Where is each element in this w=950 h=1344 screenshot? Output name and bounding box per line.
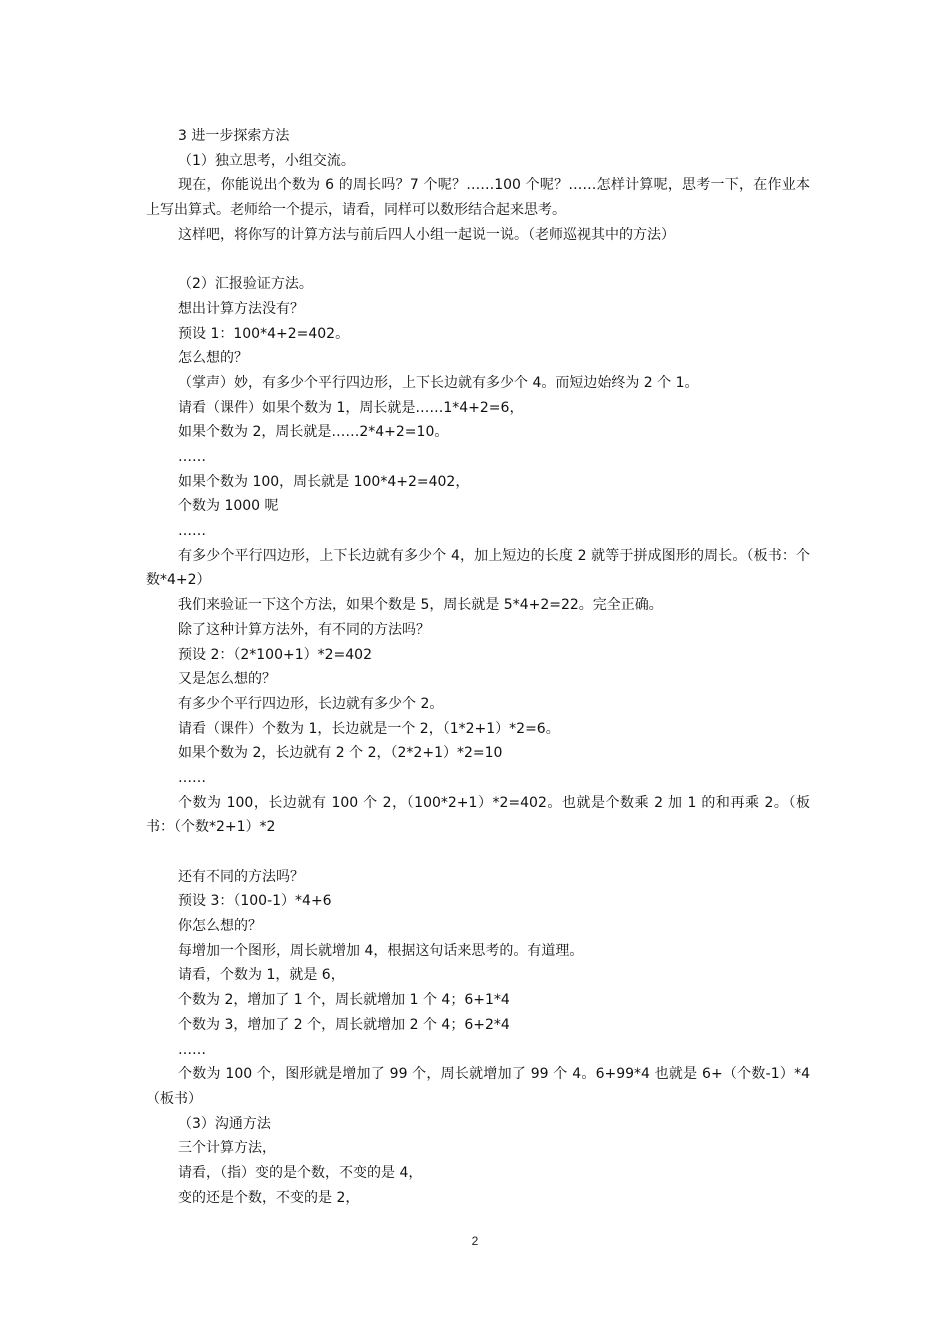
- subsection-heading: （2）汇报验证方法。: [178, 276, 313, 293]
- paragraph: 每增加一个图形，周长就增加 4，根据这句话来思考的。有道理。: [178, 942, 584, 959]
- paragraph: 个数为 3，增加了 2 个，周长就增加 2 个 4；6+2*4: [178, 1016, 510, 1033]
- paragraph: 除了这种计算方法外，有不同的方法吗？: [178, 621, 430, 638]
- paragraph: 有多少个平行四边形，上下长边就有多少个 4，加上短边的长度 2 就等于拼成图形的周长。（板书：个数*4+2）: [146, 547, 810, 589]
- blank-line: [146, 247, 810, 272]
- subsection-heading: （1）独立思考，小组交流。: [178, 152, 355, 169]
- paragraph: 我们来验证一下这个方法，如果个数是 5，周长就是 5*4+2=22。完全正确。: [178, 597, 663, 614]
- paragraph: 如果个数为 2，周长就是……2*4+2=10。: [178, 424, 449, 441]
- ellipsis-line: ……: [178, 523, 206, 540]
- paragraph: 个数为 100，长边就有 100 个 2，（100*2+1）*2=402。也就是个数乘 2 加 1 的和再乘 2。（板书：（个数*2+1）*2: [146, 794, 810, 836]
- paragraph: 请看（课件）如果个数为 1，周长就是……1*4+2=6，: [178, 399, 524, 416]
- ellipsis-line: ……: [178, 448, 206, 465]
- blank-line: [146, 840, 810, 865]
- paragraph: 个数为 100 个，图形就是增加了 99 个，周长就增加了 99 个 4。6+99*4 也就是 6+（个数-1）*4（板书）: [146, 1066, 810, 1107]
- paragraph: 预设 2：（2*100+1）*2=402: [178, 646, 372, 663]
- paragraph: 有多少个平行四边形，长边就有多少个 2。: [178, 695, 444, 712]
- document-body: [146, 124, 810, 1210]
- paragraph: 如果个数为 2，长边就有 2 个 2，（2*2+1）*2=10: [178, 745, 503, 762]
- paragraph: 怎么想的？: [178, 350, 248, 367]
- section-heading: 3 进一步探索方法: [178, 128, 290, 144]
- paragraph: 预设 1：100*4+2=402。: [178, 325, 350, 342]
- paragraph: 如果个数为 100，周长就是 100*4+2=402，: [178, 473, 470, 490]
- paragraph: 三个计算方法，: [178, 1140, 276, 1157]
- paragraph: 变的还是个数，不变的是 2，: [178, 1189, 360, 1206]
- ellipsis-line: ……: [178, 1041, 206, 1058]
- paragraph: 这样吧，将你写的计算方法与前后四人小组一起说一说。（老师巡视其中的方法）: [178, 226, 675, 243]
- ellipsis-line: ……: [178, 769, 206, 786]
- paragraph: 请看，（指）变的是个数，不变的是 4，: [178, 1165, 423, 1181]
- page-number: 2: [471, 1234, 479, 1248]
- paragraph: 还有不同的方法吗？: [178, 868, 304, 885]
- paragraph: 想出计算方法没有？: [178, 300, 304, 317]
- paragraph: 个数为 1000 呢: [178, 498, 279, 515]
- paragraph: 请看，个数为 1，就是 6，: [178, 967, 345, 984]
- subsection-heading: （3）沟通方法: [178, 1115, 271, 1132]
- paragraph: 预设 3：（100-1）*4+6: [178, 893, 332, 910]
- paragraph: 现在，你能说出个数为 6 的周长吗？7 个呢？……100 个呢？……怎样计算呢，思考一下，在作业本上写出算式。老师给一个提示，请看，同样可以数形结合起来思考。: [146, 177, 810, 219]
- paragraph: （掌声）妙，有多少个平行四边形，上下长边就有多少个 4。而短边始终为 2 个 1。: [178, 374, 699, 391]
- paragraph: 你怎么想的？: [178, 918, 262, 935]
- paragraph: 请看（课件）个数为 1，长边就是一个 2，（1*2+1）*2=6。: [178, 720, 560, 737]
- paragraph: 个数为 2，增加了 1 个，周长就增加 1 个 4；6+1*4: [178, 992, 510, 1009]
- paragraph: 又是怎么想的？: [178, 671, 276, 688]
